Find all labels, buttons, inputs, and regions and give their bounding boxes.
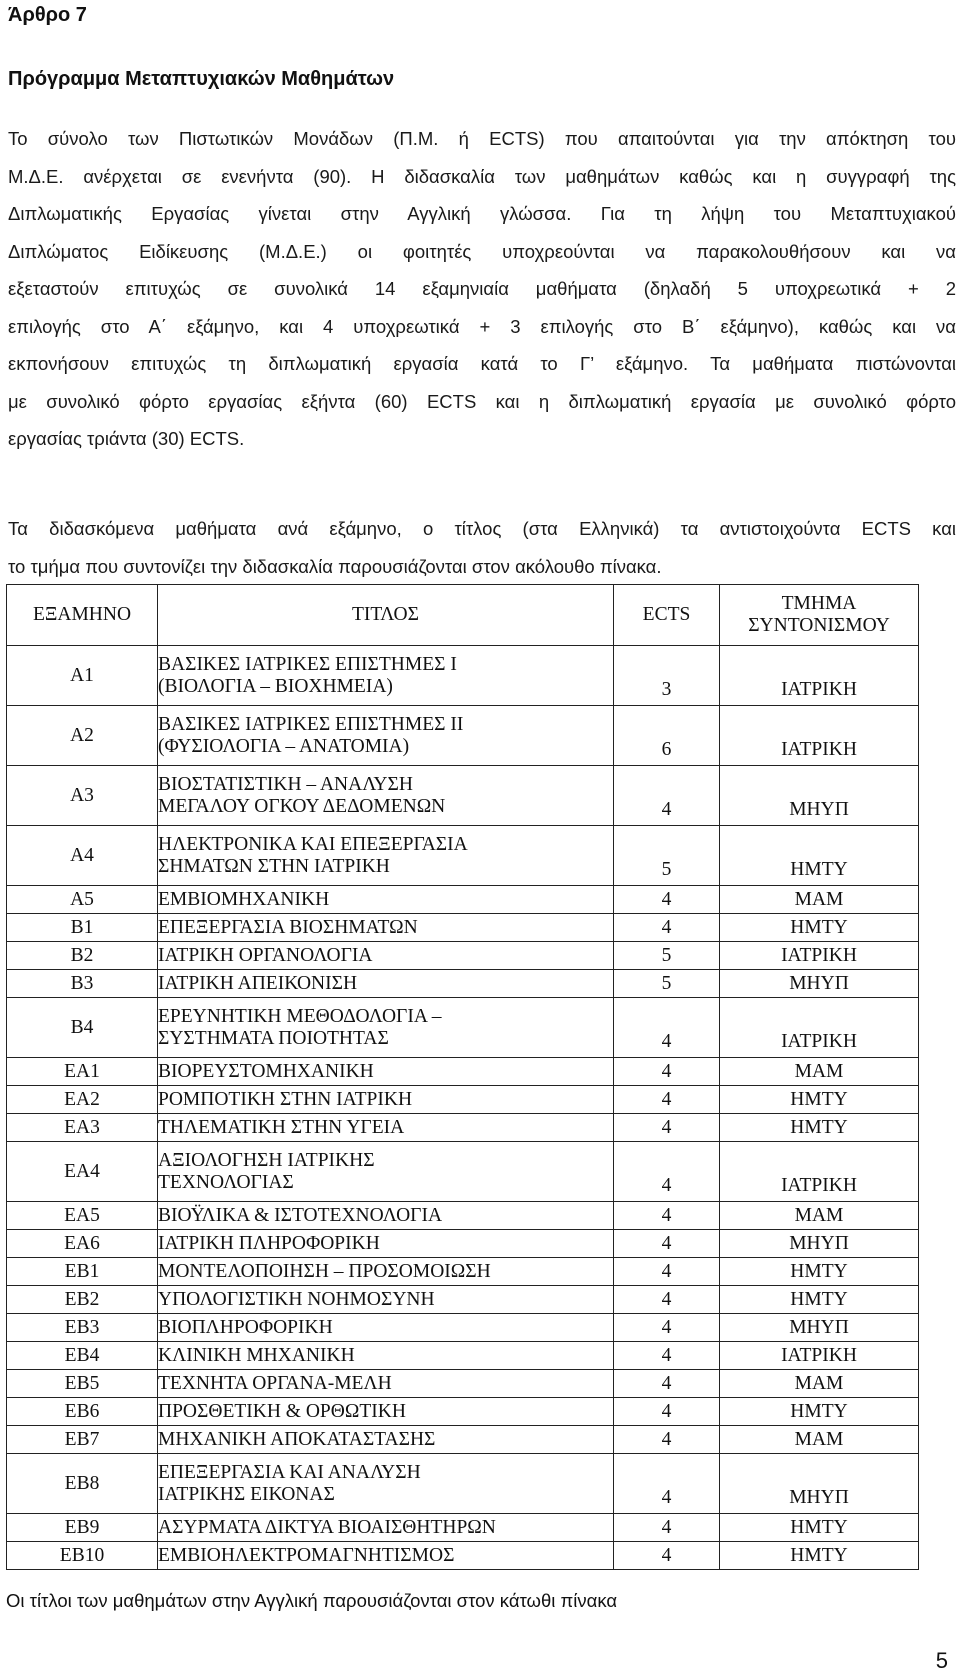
course-ects: 4 <box>614 1342 720 1370</box>
courses-table-body <box>7 646 919 1570</box>
paragraph-line: εξεταστούν επιτυχώς σε συνολικά 14 εξαμηνιαία μαθήματα (δηλαδή 5 υποχρεωτικά + 2 <box>8 278 956 299</box>
paragraph-line: Διπλωματικής Εργασίας γίνεται στην Αγγλική γλώσσα. Για τη λήψη του Μεταπτυχιακού <box>8 203 956 224</box>
course-code: Β1 <box>7 914 158 942</box>
course-department: ΗΜΤΥ <box>720 1114 919 1142</box>
course-title-line1: ΕΠΕΞΕΡΓΑΣΙΑ ΚΑΙ ΑΝΑΛΥΣΗ <box>158 1461 421 1483</box>
course-title-line1: ΡΟΜΠΟΤΙΚΗ ΣΤΗΝ ΙΑΤΡΙΚΗ <box>158 1088 413 1110</box>
paragraph-line: Τα διδασκόμενα μαθήματα ανά εξάμηνο, ο τίτλος (στα Ελληνικά) τα αντιστοιχούντα ECTS και <box>8 518 956 539</box>
course-title <box>158 1426 614 1454</box>
course-title-line1: ΕΠΕΞΕΡΓΑΣΙΑ ΒΙΟΣΗΜΑΤΩΝ <box>158 916 418 938</box>
courses-table-header <box>7 585 919 646</box>
course-title-line2: ΣΥΣΤΗΜΑΤΑ ΠΟΙΟΤΗΤΑΣ <box>158 1027 389 1049</box>
course-department: ΜΑΜ <box>720 1058 919 1086</box>
course-title <box>158 1114 614 1142</box>
course-title <box>158 1542 614 1570</box>
course-code: Β4 <box>7 998 158 1058</box>
course-title <box>158 1314 614 1342</box>
course-ects: 4 <box>614 1114 720 1142</box>
header-department <box>720 585 919 646</box>
course-title-line1: ΤΗΛΕΜΑΤΙΚΗ ΣΤΗΝ ΥΓΕΙΑ <box>158 1116 405 1138</box>
course-title-line1: ΑΞΙΟΛΟΓΗΣΗ ΙΑΤΡΙΚΗΣ <box>158 1149 375 1171</box>
paragraph-line: Το σύνολο των Πιστωτικών Μονάδων (Π.Μ. ή ECTS) που απαιτούνται για την απόκτηση του <box>8 128 956 149</box>
course-title <box>158 1342 614 1370</box>
course-ects: 4 <box>614 1314 720 1342</box>
course-ects: 4 <box>614 1542 720 1570</box>
course-department: ΙΑΤΡΙΚΗ <box>720 646 919 706</box>
course-department: ΜΗΥΠ <box>720 970 919 998</box>
course-title <box>158 970 614 998</box>
course-ects: 4 <box>614 1426 720 1454</box>
course-title-line2: ΣΗΜΑΤΩΝ ΣΤΗΝ ΙΑΤΡΙΚΗ <box>158 855 390 877</box>
course-code: ΕΑ5 <box>7 1202 158 1230</box>
course-title <box>158 914 614 942</box>
intro-paragraph <box>8 120 956 458</box>
course-ects: 4 <box>614 1454 720 1514</box>
table-row <box>7 886 919 914</box>
course-title-line2: ΜΕΓΑΛΟΥ ΟΓΚΟΥ ΔΕΔΟΜΕΝΩΝ <box>158 795 446 817</box>
course-title-line1: ΤΕΧΝΗΤΑ ΟΡΓΑΝΑ-ΜΕΛΗ <box>158 1372 392 1394</box>
course-ects: 4 <box>614 1286 720 1314</box>
course-code: ΕΒ2 <box>7 1286 158 1314</box>
course-title <box>158 1398 614 1426</box>
course-title <box>158 1230 614 1258</box>
course-ects: 4 <box>614 886 720 914</box>
course-ects: 4 <box>614 998 720 1058</box>
course-title <box>158 1370 614 1398</box>
course-title-line1: ΕΜΒΙΟΜΗΧΑΝΙΚΗ <box>158 888 330 910</box>
table-row <box>7 1258 919 1286</box>
page-number: 5 <box>935 1648 948 1673</box>
course-title-line2: (ΒΙΟΛΟΓΙΑ – ΒΙΟΧΗΜΕΙΑ) <box>158 675 393 697</box>
course-ects: 4 <box>614 766 720 826</box>
header-semester: ΕΞΑΜΗΝΟ <box>7 585 158 646</box>
course-title-line1: ΕΜΒΙΟΗΛΕΚΤΡΟΜΑΓΝΗΤΙΣΜΟΣ <box>158 1544 455 1566</box>
course-title-line1: ΕΡΕΥΝΗΤΙΚΗ ΜΕΘΟΔΟΛΟΓΙΑ – <box>158 1005 442 1027</box>
table-row <box>7 942 919 970</box>
course-department: ΙΑΤΡΙΚΗ <box>720 1342 919 1370</box>
course-department: ΜΗΥΠ <box>720 766 919 826</box>
table-row <box>7 1058 919 1086</box>
course-ects: 5 <box>614 942 720 970</box>
course-department: ΜΑΜ <box>720 886 919 914</box>
course-title <box>158 1142 614 1202</box>
table-row <box>7 706 919 766</box>
course-title <box>158 1086 614 1114</box>
course-title-line1: ΒΑΣΙΚΕΣ ΙΑΤΡΙΚΕΣ ΕΠΙΣΤΗΜΕΣ ΙΙ <box>158 713 464 735</box>
course-ects: 4 <box>614 1058 720 1086</box>
course-title <box>158 1286 614 1314</box>
course-code: Α3 <box>7 766 158 826</box>
course-title-line1: ΒΙΟΫΛΙΚΑ & ΙΣΤΟΤΕΧΝΟΛΟΓΙΑ <box>158 1204 443 1226</box>
course-department: ΗΜΤΥ <box>720 1258 919 1286</box>
course-ects: 4 <box>614 1370 720 1398</box>
table-row <box>7 1370 919 1398</box>
course-code: ΕΑ1 <box>7 1058 158 1086</box>
paragraph-line: εκπονήσουν επιτυχώς τη διπλωματική εργασία κατά το Γ’ εξάμηνο. Τα μαθήματα πιστώνονται <box>8 353 956 374</box>
course-code: Α2 <box>7 706 158 766</box>
course-title-line1: ΜΗΧΑΝΙΚΗ ΑΠΟΚΑΤΑΣΤΑΣΗΣ <box>158 1428 436 1450</box>
course-code: ΕΒ9 <box>7 1514 158 1542</box>
paragraph-line: με συνολικό φόρτο εργασίας εξήντα (60) ECTS και η διπλωματική εργασία με συνολικό φόρτο <box>8 390 956 412</box>
course-department: ΗΜΤΥ <box>720 1086 919 1114</box>
course-code: ΕΒ1 <box>7 1258 158 1286</box>
table-row <box>7 1542 919 1570</box>
course-ects: 4 <box>614 1258 720 1286</box>
course-department: ΜΗΥΠ <box>720 1230 919 1258</box>
course-title-line1: ΑΣΥΡΜΑΤΑ ΔΙΚΤΥΑ ΒΙΟΑΙΣΘΗΤΗΡΩΝ <box>158 1516 496 1538</box>
course-ects: 5 <box>614 970 720 998</box>
course-department: ΗΜΤΥ <box>720 826 919 886</box>
course-department: ΜΑΜ <box>720 1426 919 1454</box>
course-ects: 4 <box>614 1514 720 1542</box>
course-ects: 4 <box>614 1230 720 1258</box>
table-row <box>7 998 919 1058</box>
course-code: ΕΒ7 <box>7 1426 158 1454</box>
course-code: Α4 <box>7 826 158 886</box>
course-department: ΙΑΤΡΙΚΗ <box>720 998 919 1058</box>
course-title <box>158 1058 614 1086</box>
course-code: ΕΑ3 <box>7 1114 158 1142</box>
table-row <box>7 1454 919 1514</box>
course-title-line1: ΒΙΟΣΤΑΤΙΣΤΙΚΗ – ΑΝΑΛΥΣΗ <box>158 773 413 795</box>
table-row <box>7 1286 919 1314</box>
course-title-line1: ΚΛΙΝΙΚΗ ΜΗΧΑΝΙΚΗ <box>158 1344 355 1366</box>
footer-note: Οι τίτλοι των μαθημάτων στην Αγγλική παρουσιάζονται στον κάτωθι πίνακα <box>6 1590 618 1611</box>
table-row <box>7 970 919 998</box>
paragraph-line: εργασίας τριάντα (30) ECTS. <box>8 428 245 449</box>
table-row <box>7 826 919 886</box>
course-title <box>158 826 614 886</box>
table-row <box>7 1114 919 1142</box>
course-code: ΕΒ5 <box>7 1370 158 1398</box>
course-ects: 4 <box>614 1142 720 1202</box>
course-title <box>158 1258 614 1286</box>
course-title <box>158 1202 614 1230</box>
table-row <box>7 1514 919 1542</box>
paragraph-line: επιλογής στο Α΄ εξάμηνο, και 4 υποχρεωτικά + 3 επιλογής στο Β΄ εξάμηνο), καθώς και να <box>8 315 956 337</box>
table-row <box>7 1086 919 1114</box>
paragraph-line: Μ.Δ.Ε. ανέρχεται σε ενενήντα (90). Η διδασκαλία των μαθημάτων καθώς και η συγγραφή της <box>8 165 956 187</box>
course-title-line1: ΗΛΕΚΤΡΟΝΙΚΑ ΚΑΙ ΕΠΕΞΕΡΓΑΣΙΑ <box>158 833 468 855</box>
course-title-line2: ΤΕΧΝΟΛΟΓΙΑΣ <box>158 1171 294 1193</box>
course-department: ΜΗΥΠ <box>720 1454 919 1514</box>
course-code: ΕΑ6 <box>7 1230 158 1258</box>
header-department-line2: ΣΥΝΤΟΝΙΣΜΟΥ <box>748 615 890 636</box>
course-title-line1: ΙΑΤΡΙΚΗ ΠΛΗΡΟΦΟΡΙΚΗ <box>158 1232 380 1254</box>
course-ects: 4 <box>614 914 720 942</box>
table-row <box>7 1142 919 1202</box>
course-title-line1: ΜΟΝΤΕΛΟΠΟΙΗΣΗ – ΠΡΟΣΟΜΟΙΩΣΗ <box>158 1260 491 1282</box>
course-department: ΗΜΤΥ <box>720 1514 919 1542</box>
course-code: ΕΑ2 <box>7 1086 158 1114</box>
course-title <box>158 942 614 970</box>
course-code: ΕΑ4 <box>7 1142 158 1202</box>
table-row <box>7 1426 919 1454</box>
course-code: Α5 <box>7 886 158 914</box>
course-title-line1: ΙΑΤΡΙΚΗ ΑΠΕΙΚΟΝΙΣΗ <box>158 972 358 994</box>
course-department: ΙΑΤΡΙΚΗ <box>720 706 919 766</box>
header-department-line1: ΤΜΗΜΑ <box>781 593 857 614</box>
course-department: ΜΗΥΠ <box>720 1314 919 1342</box>
paragraph-line: το τμήμα που συντονίζει την διδασκαλία παρουσιάζονται στον ακόλουθο πίνακα. <box>8 555 662 577</box>
course-title <box>158 646 614 706</box>
section-title: Πρόγραμμα Μεταπτυχιακών Μαθημάτων <box>8 68 395 90</box>
course-code: ΕΒ3 <box>7 1314 158 1342</box>
course-ects: 4 <box>614 1086 720 1114</box>
course-title-line1: ΙΑΤΡΙΚΗ ΟΡΓΑΝΟΛΟΓΙΑ <box>158 944 373 966</box>
courses-table <box>6 584 919 1570</box>
course-title <box>158 1454 614 1514</box>
course-department: ΗΜΤΥ <box>720 1542 919 1570</box>
header-ects: ECTS <box>614 585 720 646</box>
course-title-line1: ΥΠΟΛΟΓΙΣΤΙΚΗ ΝΟΗΜΟΣΥΝΗ <box>158 1288 435 1310</box>
course-title-line1: ΒΙΟΠΛΗΡΟΦΟΡΙΚΗ <box>158 1316 333 1338</box>
table-row <box>7 766 919 826</box>
course-department: ΜΑΜ <box>720 1370 919 1398</box>
table-row <box>7 1314 919 1342</box>
course-title-line2: (ΦΥΣΙΟΛΟΓΙΑ – ΑΝΑΤΟΜΙΑ) <box>158 735 410 757</box>
course-ects: 4 <box>614 1202 720 1230</box>
course-department: ΜΑΜ <box>720 1202 919 1230</box>
course-code: ΕΒ10 <box>7 1542 158 1570</box>
table-row <box>7 1342 919 1370</box>
course-title <box>158 706 614 766</box>
course-title-line2: ΙΑΤΡΙΚΗΣ ΕΙΚΟΝΑΣ <box>158 1483 335 1505</box>
course-code: Β2 <box>7 942 158 970</box>
course-title <box>158 1514 614 1542</box>
course-code: Α1 <box>7 646 158 706</box>
table-row <box>7 1398 919 1426</box>
course-ects: 3 <box>614 646 720 706</box>
table-row <box>7 1202 919 1230</box>
table-row <box>7 914 919 942</box>
course-title-line1: ΒΙΟΡΕΥΣΤΟΜΗΧΑΝΙΚΗ <box>158 1060 374 1082</box>
article-title: Άρθρο 7 <box>8 4 87 26</box>
course-department: ΗΜΤΥ <box>720 1286 919 1314</box>
course-code: ΕΒ6 <box>7 1398 158 1426</box>
course-code: Β3 <box>7 970 158 998</box>
course-department: ΗΜΤΥ <box>720 1398 919 1426</box>
course-title <box>158 998 614 1058</box>
course-ects: 6 <box>614 706 720 766</box>
course-code: ΕΒ8 <box>7 1454 158 1514</box>
header-title: ΤΙΤΛΟΣ <box>158 585 614 646</box>
course-code: ΕΒ4 <box>7 1342 158 1370</box>
course-ects: 5 <box>614 826 720 886</box>
paragraph-line: Διπλώματος Ειδίκευσης (Μ.Δ.Ε.) οι φοιτητές υποχρεούνται να παρακολουθήσουν και να <box>8 240 956 262</box>
course-department: ΙΑΤΡΙΚΗ <box>720 942 919 970</box>
table-row <box>7 646 919 706</box>
course-title <box>158 766 614 826</box>
course-title <box>158 886 614 914</box>
course-department: ΙΑΤΡΙΚΗ <box>720 1142 919 1202</box>
course-title-line1: ΠΡΟΣΘΕΤΙΚΗ & ΟΡΘΩΤΙΚΗ <box>158 1400 406 1422</box>
course-ects: 4 <box>614 1398 720 1426</box>
table-intro-paragraph <box>8 510 956 585</box>
course-title-line1: ΒΑΣΙΚΕΣ ΙΑΤΡΙΚΕΣ ΕΠΙΣΤΗΜΕΣ Ι <box>158 653 457 675</box>
course-department: ΗΜΤΥ <box>720 914 919 942</box>
table-row <box>7 1230 919 1258</box>
header-row <box>7 585 919 646</box>
